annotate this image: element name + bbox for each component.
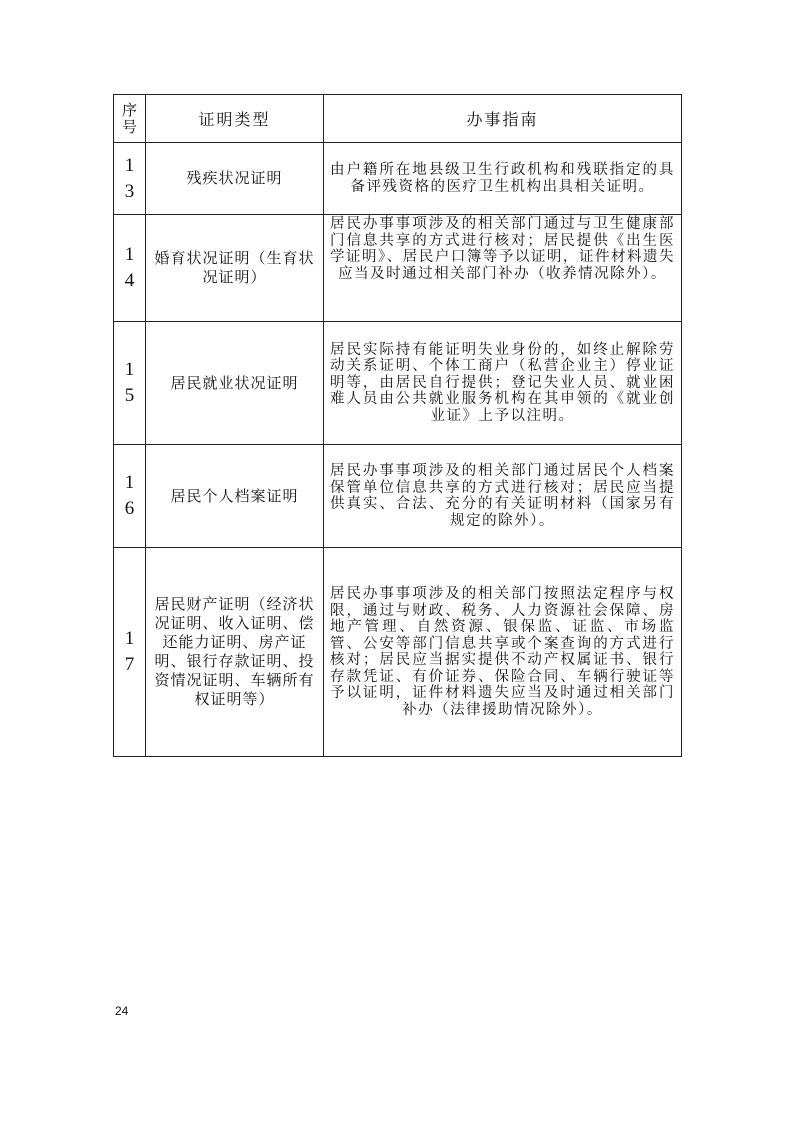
row-seq: 1 3 [114,143,146,215]
table-header-row [114,95,682,143]
row-guide: 居民办事事项涉及的相关部门通过居民个人档案保管单位信息共享的方式进行核对；居民应当提供真实、合法、充分的有关证明材料（国家另有规定的除外）。 [324,445,682,548]
row-type: 居民财产证明（经济状况证明、收入证明、偿还能力证明、房产证明、银行存款证明、投资情况证明、车辆所有权证明等） [146,548,324,757]
header-type: 证明类型 [146,95,324,143]
table-row [114,215,682,322]
row-type: 居民个人档案证明 [146,445,324,548]
page-number: 24 [115,1004,129,1018]
row-guide-text: 居民办事事项涉及的相关部门通过与卫生健康部门信息共享的方式进行核对；居民提供《出生医学证明》、居民户口簿等予以证明，证件材料遗失应当及时通过相关部门补办（收养情况除外）。 [330,216,675,282]
row-guide: 由户籍所在地县级卫生行政机构和残联指定的具备评残资格的医疗卫生机构出具相关证明。 [324,143,682,215]
header-guide: 办事指南 [324,95,682,143]
table-row [114,548,682,757]
row-guide: 居民办事事项涉及的相关部门按照法定程序与权限，通过与财政、税务、人力资源社会保障、房地产管理、自然资源、银保监、证监、市场监管、公安等部门信息共享或个案查询的方式进行核对；居民应当据实提供不动产权属证书、银行存款凭证、有价证券、保险合同、车辆行驶证等予以证明，证件材料遗失应当及时通过相关部门补办（法律援助情况除外）。 [324,548,682,757]
certificate-guide-table [113,94,682,757]
row-seq: 1 5 [114,322,146,445]
header-seq: 序 号 [114,95,146,143]
row-guide: 居民实际持有能证明失业身份的，如终止解除劳动关系证明、个体工商户（私营企业主）停业证明等，由居民自行提供；登记失业人员、就业困难人员由公共就业服务机构在其申领的《就业创业证》上予以注明。 [324,322,682,445]
row-seq: 1 7 [114,548,146,757]
row-guide [324,215,682,322]
table-row [114,445,682,548]
row-type: 婚育状况证明（生育状况证明） [146,215,324,322]
table-row [114,322,682,445]
row-seq: 1 6 [114,445,146,548]
row-type: 居民就业状况证明 [146,322,324,445]
row-type: 残疾状况证明 [146,143,324,215]
table-row [114,143,682,215]
row-seq: 1 4 [114,215,146,322]
